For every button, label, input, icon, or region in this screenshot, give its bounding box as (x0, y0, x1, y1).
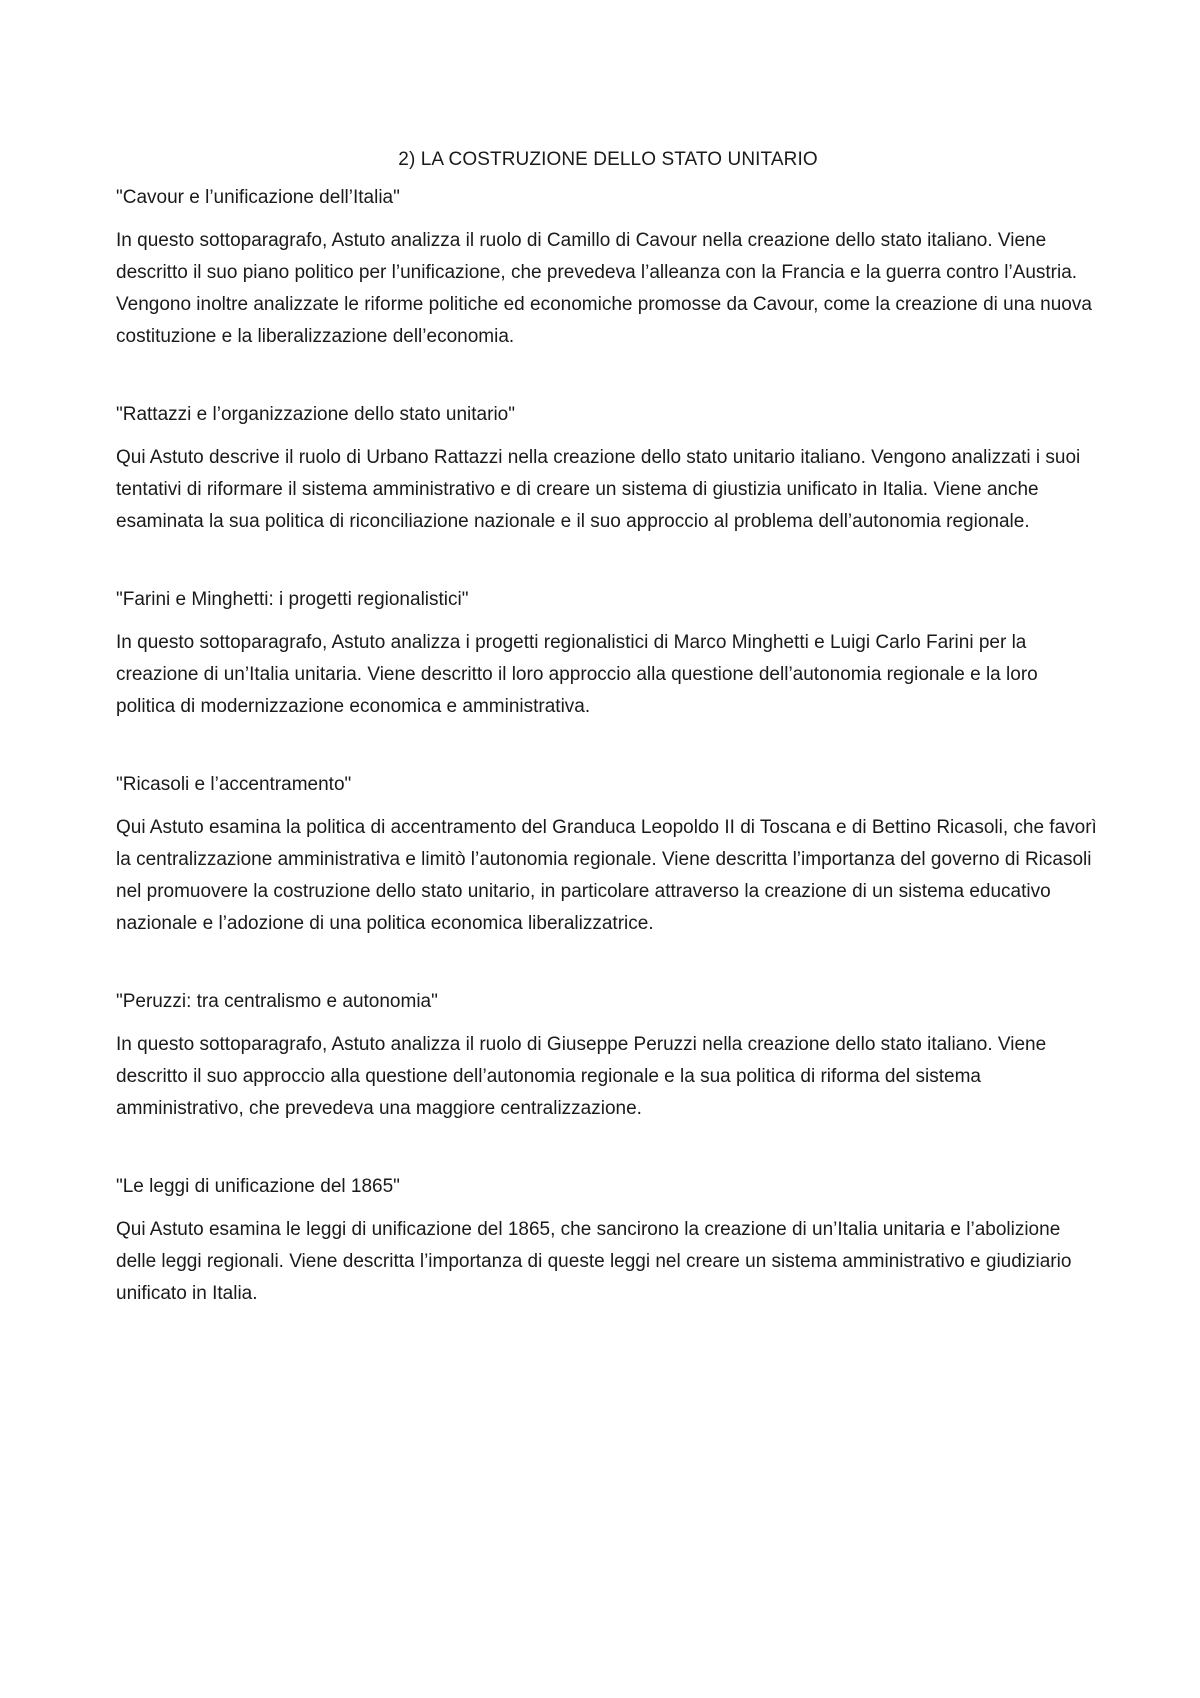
section-rattazzi (116, 403, 1100, 538)
section-heading: "Rattazzi e l’organizzazione dello stato unitario" (116, 404, 515, 425)
document-title: 2) LA COSTRUZIONE DELLO STATO UNITARIO (398, 149, 818, 170)
document-content (116, 148, 1100, 1360)
section-heading: "Ricasoli e l’accentramento" (116, 774, 352, 795)
section-body: Qui Astuto descrive il ruolo di Urbano Rattazzi nella creazione dello stato unitario italiano. Vengono analizzati i suoi tentativi di riformare il sistema amministrativo e di creare un sistema di giustizia unificato in Italia. Viene anche esaminata la sua politica di riconciliazione nazionale e il suo approccio al problema dell’autonomia regionale. (116, 447, 1081, 532)
section-heading: "Le leggi di unificazione del 1865" (116, 1176, 400, 1197)
section-ricasoli (116, 773, 1100, 940)
section-farini-minghetti (116, 588, 1100, 723)
section-cavour (116, 186, 1100, 353)
section-body: Qui Astuto esamina la politica di accentramento del Granduca Leopoldo II di Toscana e di Bettino Ricasoli, che favorì la centralizzazione amministrativa e limitò l’autonomia regionale. Viene descritta l’importanza del governo di Ricasoli nel promuovere la costruzione dello stato unitario, in particolare attraverso la creazione di un sistema educativo nazionale e l’adozione di una politica economica liberalizzatrice. (116, 817, 1097, 934)
section-leggi-1865 (116, 1175, 1100, 1310)
section-body: In questo sottoparagrafo, Astuto analizza i progetti regionalistici di Marco Minghetti e Luigi Carlo Farini per la creazione di un’Italia unitaria. Viene descritto il loro approccio alla questione dell’autonomia regionale e la loro politica di modernizzazione economica e amministrativa. (116, 632, 1038, 717)
section-heading: "Peruzzi: tra centralismo e autonomia" (116, 991, 438, 1012)
section-body: In questo sottoparagrafo, Astuto analizza il ruolo di Camillo di Cavour nella creazione dello stato italiano. Viene descritto il suo piano politico per l’unificazione, che prevedeva l’alleanza con la Francia e la guerra contro l’Austria. Vengono inoltre analizzate le riforme politiche ed economiche promosse da Cavour, come la creazione di una nuova costituzione e la liberalizzazione dell’economia. (116, 230, 1092, 347)
section-heading: "Cavour e l’unificazione dell’Italia" (116, 187, 400, 208)
section-heading: "Farini e Minghetti: i progetti regionalistici" (116, 589, 469, 610)
section-body: Qui Astuto esamina le leggi di unificazione del 1865, che sancirono la creazione di un’Italia unitaria e l’abolizione delle leggi regionali. Viene descritta l’importanza di queste leggi nel creare un sistema amministrativo e giudiziario unificato in Italia. (116, 1219, 1072, 1304)
section-peruzzi (116, 990, 1100, 1125)
section-body: In questo sottoparagrafo, Astuto analizza il ruolo di Giuseppe Peruzzi nella creazione dello stato italiano. Viene descritto il suo approccio alla questione dell’autonomia regionale e la sua politica di riforma del sistema amministrativo, che prevedeva una maggiore centralizzazione. (116, 1034, 1047, 1119)
